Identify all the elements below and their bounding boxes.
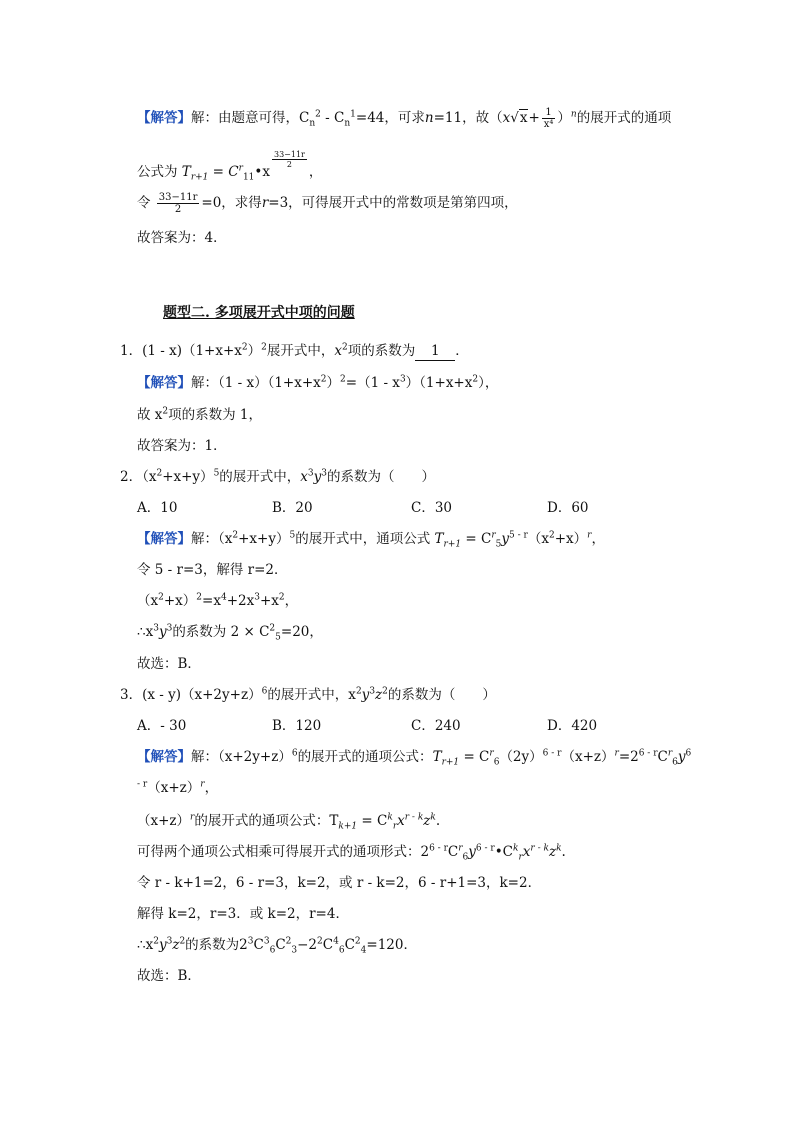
q2-solution-line-2: 令 5 - r=3，解得 r=2． xyxy=(137,562,288,578)
q2-solution-line-3: $(x^2+x)^2=x^4+2x^3+x^2$， xyxy=(137,592,299,609)
q3-option-a[interactable]: A．- 30 xyxy=(137,718,187,734)
q2-solution-line-4: $\therefore x^3y^3$的系数为 $2 \times C^2_5=20$， xyxy=(137,623,323,643)
q3-solution-line-5: 令 r - k+1=2，6 - r=3，k=2，或 r - k=2，6 - r+1=3，k=2． xyxy=(137,875,542,891)
q3-solution-line-7: $\therefore x^2y^3z^2$的系数为$2^3C^3_6C^2_3-2^2C^4_6C^2_4=120$． xyxy=(137,936,417,956)
prev-solution-line-2: 公式为 $T_{r+1}$ = $C^r_{11}•x$ $\frac{33-11r}{2}$ ， xyxy=(137,150,323,183)
exponent-fraction: $\frac{33-11r}{2}$ xyxy=(273,150,305,169)
answer-tag: 【解答】 xyxy=(137,110,191,126)
q1-answer-line: 故答案为：1． xyxy=(137,438,227,454)
answer-blank: 1 xyxy=(415,342,455,361)
prev-answer-line: 故答案为：4． xyxy=(137,230,227,246)
fraction: $\frac{1}{\text{x⁴}}$ xyxy=(543,107,554,130)
q3-answer-line: 故选：B． xyxy=(137,968,201,984)
q2-answer-line: 故选：B． xyxy=(137,656,201,672)
q3-option-d[interactable]: D．420 xyxy=(547,718,598,734)
answer-tag: 【解答】 xyxy=(137,375,191,391)
prev-solution-line-3: 令 $\frac{33-11r}{2}$ =0，求得r=3，可得展开式中的常数项是第第四项， xyxy=(137,192,518,215)
q3-option-b[interactable]: B．120 xyxy=(272,718,322,734)
question-1: 1．$(1 - x)(1+x+x^2)^2$展开式中，$x^2$项的系数为 1 ． xyxy=(120,342,469,359)
q3-solution-line-1: 【解答】解：$(x+2y+z)^6$的展开式的通项公式：$T_{r+1} = C^r_6(2y)^{6 - r}(x+z)^r=2^{6 - r}C^r_6y^6$ xyxy=(137,748,692,768)
prev-solution-line-1: 【解答】解：由题意可得，$C_n^2 - C_n^1=44$，可求n=11，故（x√x+ $\frac{1}{\text{x⁴}}$ ）$^n$的展开式的通项 xyxy=(137,107,672,130)
answer-tag: 【解答】 xyxy=(137,749,191,765)
q2-option-a[interactable]: A．10 xyxy=(137,500,178,516)
q3-option-c[interactable]: C．240 xyxy=(411,718,461,734)
q3-solution-line-3: $(x+z)^r$的展开式的通项公式：$T_{k+1} = C^k_rx^{r - k}z^k$. xyxy=(137,812,441,832)
question-3: 3．$(x - y)(x+2y+z)^6$的展开式中，$x^2y^3z^2$的系数为（ ） xyxy=(120,686,496,703)
q2-option-d[interactable]: D．60 xyxy=(547,500,589,516)
q3-solution-line-6: 解得 k=2，r=3．或 k=2，r=4． xyxy=(137,906,349,922)
section-title: 题型二. 多项展开式中项的问题 xyxy=(163,305,355,321)
q3-solution-line-2: $^{- r}(x+z)^r$， xyxy=(137,779,219,796)
q1-solution-line-2: 故 $x^2$项的系数为 1， xyxy=(137,406,263,423)
q2-solution-line-1: 【解答】解：$(x^2+x+y)^5$的展开式中，通项公式 $T_{r+1} = C^r_5y^{5 - r}(x^2+x)^r$， xyxy=(137,530,605,550)
q2-option-b[interactable]: B．20 xyxy=(272,500,313,516)
q3-solution-line-4: 可得两个通项公式相乘可得展开式的通项形式：$2^{6 - r}C^r_6y^{6 - r}•C^k_rx^{r - k}z^k$. xyxy=(137,843,566,863)
answer-tag: 【解答】 xyxy=(137,531,191,547)
question-2: 2．$(x^2+x+y)^5$的展开式中，$x^3y^3$的系数为（ ） xyxy=(120,468,436,485)
q1-solution-line-1: 【解答】解：$(1 - x)(1+x+x^2)^2=(1 - x^3)(1+x+x^2)$， xyxy=(137,374,499,391)
fraction: $\frac{33-11r}{2}$ xyxy=(158,192,198,215)
q2-option-c[interactable]: C．30 xyxy=(411,500,453,516)
